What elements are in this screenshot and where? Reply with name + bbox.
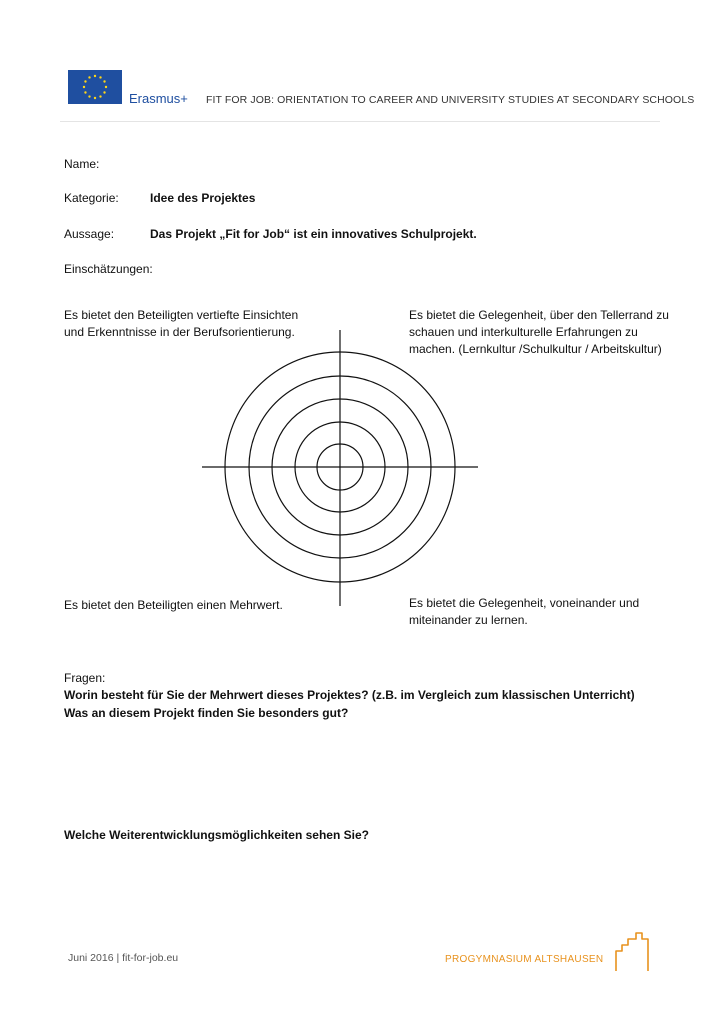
quadrant-line: und Erkenntnisse in der Berufsorientierung. — [64, 325, 295, 339]
quadrant-line: miteinander zu lernen. — [409, 613, 528, 627]
statement-label: Aussage: — [64, 227, 115, 241]
footer-school-name: PROGYMNASIUM ALTSHAUSEN — [445, 954, 604, 965]
question-2: Was an diesem Projekt finden Sie besonders gut? — [64, 706, 349, 720]
eu-star-icon — [99, 76, 101, 78]
quadrant-line: Es bietet die Gelegenheit, voneinander und — [409, 596, 640, 610]
eu-star-icon — [103, 91, 105, 93]
question-1: Worin besteht für Sie der Mehrwert dieses Projektes? (z.B. im Vergleich zum klassischen Unterricht) — [64, 688, 635, 702]
quadrant-line: Es bietet den Beteiligten vertiefte Einsichten — [64, 308, 299, 322]
header-title: FIT FOR JOB: ORIENTATION TO CAREER AND UNIVERSITY STUDIES AT SECONDARY SCHOOLS — [206, 94, 695, 106]
erasmus-label: Erasmus+ — [129, 91, 188, 106]
eu-star-icon — [88, 76, 90, 78]
eu-star-icon — [94, 75, 96, 77]
eu-star-icon — [84, 80, 86, 82]
questions-heading: Fragen: — [64, 671, 106, 685]
category-value: Idee des Projektes — [150, 191, 256, 205]
eu-star-icon — [99, 95, 101, 97]
name-label: Name: — [64, 157, 100, 171]
eu-star-icon — [94, 97, 96, 99]
category-label: Kategorie: — [64, 191, 119, 205]
school-building-icon — [612, 931, 652, 973]
quadrant-line: Es bietet die Gelegenheit, über den Tellerrand zu — [409, 308, 669, 322]
statement-value: Das Projekt „Fit for Job“ ist ein innovatives Schulprojekt. — [150, 227, 477, 241]
assessments-label: Einschätzungen: — [64, 262, 153, 276]
footer-date-site: Juni 2016 | fit-for-job.eu — [68, 952, 179, 964]
assessment-target — [200, 330, 480, 606]
quadrant-line: Es bietet den Beteiligten einen Mehrwert. — [64, 598, 283, 612]
header-divider — [60, 121, 660, 122]
eu-star-icon — [84, 91, 86, 93]
quadrant-line: schauen und interkulturelle Erfahrungen zu — [409, 325, 638, 339]
eu-flag-icon — [68, 70, 122, 104]
eu-star-icon — [88, 95, 90, 97]
question-3: Welche Weiterentwicklungsmöglichkeiten sehen Sie? — [64, 828, 369, 842]
eu-star-icon — [103, 80, 105, 82]
eu-star-icon — [105, 86, 107, 88]
eu-star-icon — [83, 86, 85, 88]
quadrant-line: machen. (Lernkultur /Schulkultur / Arbeitskultur) — [409, 342, 662, 356]
